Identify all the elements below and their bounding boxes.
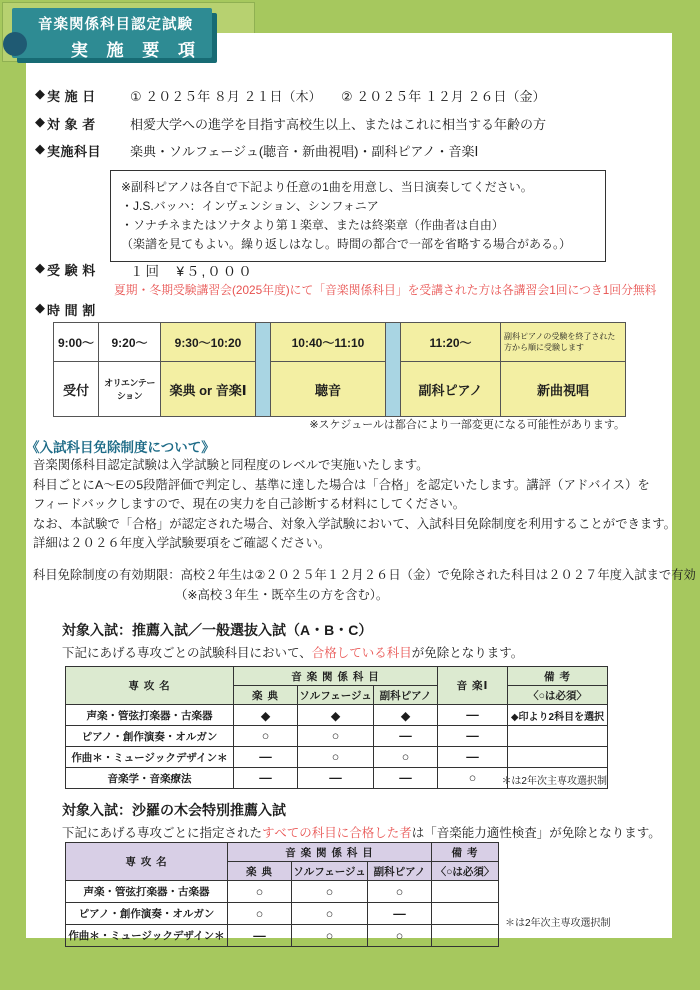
- desc-text: 下記にあげる専攻ごとの試験科目において、: [62, 646, 312, 660]
- specialty-name: ピアノ・創作演奏・オルガン: [66, 903, 228, 925]
- cell-symbol: ―: [374, 768, 438, 789]
- diamond-icon: ◆: [35, 141, 45, 156]
- schedule-note: ※スケジュールは都合により一部変更になる可能性があります。: [309, 419, 625, 431]
- note-line: （楽譜を見てもよい。繰り返しはなし。時間の都合で一部を省略する場合がある。）: [121, 237, 572, 251]
- desc-text: 下記にあげる専攻ごとに指定された: [62, 826, 263, 840]
- info-row-schedule: [35, 300, 121, 319]
- cell-symbol: ○: [368, 881, 432, 903]
- validity-line: （※高校３年生・既卒生の方を含む）。: [175, 588, 389, 602]
- specialty-name: 音楽学・音楽療法: [66, 768, 234, 789]
- info-label: 実施科目: [47, 144, 102, 159]
- diamond-icon: ◆: [35, 86, 45, 101]
- circle-decoration: [3, 32, 27, 56]
- col-header-gakuten: 楽 典: [234, 686, 298, 705]
- row-note: [508, 747, 608, 768]
- paragraph-line: 科目ごとにA～Eの5段階評価で判定し、基準に達した場合は「合格」を認定いたします。講評（アドバイス）を: [33, 477, 650, 492]
- validity-line: 科目免除制度の有効期限：高校２年生は②２０２５年１２月２６日（金）で免除された科目は２０２７年度入試まで有効: [33, 568, 696, 582]
- col-header-piano: 副科ピアノ: [368, 862, 432, 881]
- schedule-subject: オリエンテーション: [99, 362, 161, 417]
- table-row: [66, 726, 608, 747]
- piano-note-box: [110, 170, 606, 262]
- schedule-time: 9:30～10:20: [161, 323, 256, 362]
- fee-value: １回 ¥５,０００: [130, 264, 254, 279]
- cell-symbol: ◆: [234, 705, 298, 726]
- info-row-subjects: [35, 141, 478, 160]
- section2-description: [62, 823, 661, 841]
- note-line: ・J.S.バッハ：インヴェンション、シンフォニア: [121, 199, 379, 213]
- cell-symbol: ○: [298, 747, 374, 768]
- table2-footnote: ＊は2年次主専攻選択制: [505, 918, 611, 929]
- col-header-specialty: 専 攻 名: [66, 843, 228, 881]
- cell-symbol: ○: [234, 726, 298, 747]
- row-note: [432, 903, 499, 925]
- section2-heading: 対象入試：沙羅の木会特別推薦入試: [62, 802, 286, 818]
- col-header-biko-sub: 〈○は必須〉: [432, 862, 499, 881]
- note-line: ・ソナチネまたはソナタより第１楽章、または終楽章（作曲者は自由）: [121, 218, 504, 232]
- cell-symbol: ○: [438, 768, 508, 789]
- validity-block: [33, 565, 696, 605]
- col-header-solfege: ソルフェージュ: [292, 862, 368, 881]
- schedule-time: 9:00～: [54, 323, 99, 362]
- col-header-gakuten: 楽 典: [228, 862, 292, 881]
- col-header-music1: 音 楽Ⅰ: [438, 667, 508, 705]
- info-label: 時 間 割: [47, 303, 96, 318]
- desc-highlight: 合格している科目: [311, 646, 412, 660]
- schedule-table: [53, 322, 626, 417]
- col-header-biko: 備 考: [508, 667, 608, 686]
- cell-symbol: ―: [234, 747, 298, 768]
- cell-symbol: ○: [298, 726, 374, 747]
- schedule-time: 9:20～: [99, 323, 161, 362]
- schedule-time-row: [54, 323, 626, 362]
- col-header-biko-sub: 〈○は必須〉: [508, 686, 608, 705]
- col-header-specialty: 専 攻 名: [66, 667, 234, 705]
- col-header-group: 音 楽 関 係 科 目: [228, 843, 432, 862]
- schedule-subject: 受付: [54, 362, 99, 417]
- diamond-icon: ◆: [35, 300, 45, 315]
- table-row: [66, 705, 608, 726]
- paragraph-line: なお、本試験で「合格」が認定された場合、対象入学試験において、入試科目免除制度を利用することができます。: [33, 516, 677, 531]
- paragraph-line: フィードバックしますので、現在の実力を自己診断する材料にしてください。: [33, 497, 466, 511]
- schedule-time: 11:20～: [401, 323, 501, 362]
- page-title: 音楽関係科目認定試験: [38, 17, 193, 33]
- specialty-name: 作曲＊・ミュージックデザイン＊: [66, 925, 228, 947]
- col-header-solfege: ソルフェージュ: [298, 686, 374, 705]
- col-header-piano: 副科ピアノ: [374, 686, 438, 705]
- cell-symbol: ―: [438, 747, 508, 768]
- table-row: [66, 747, 608, 768]
- info-row-fee: [35, 260, 254, 280]
- schedule-subject-row: [54, 362, 626, 417]
- cell-symbol: ◆: [298, 705, 374, 726]
- schedule-time: 10:40～11:10: [271, 323, 386, 362]
- row-note: ◆印より2科目を選択: [508, 705, 608, 726]
- target-audience: 相愛大学への進学を目指す高校生以上、またはこれに相当する年齢の方: [130, 117, 547, 132]
- note-line: ※副科ピアノは各自で下記より任意の1曲を用意し、当日演奏してください。: [121, 180, 533, 194]
- row-note: [432, 925, 499, 947]
- section1-heading: 対象入試：推薦入試／一般選抜入試（A・B・C）: [62, 622, 373, 638]
- specialty-name: ピアノ・創作演奏・オルガン: [66, 726, 234, 747]
- schedule-gap: [386, 323, 401, 417]
- cell-symbol: ○: [368, 925, 432, 947]
- cell-symbol: ○: [292, 881, 368, 903]
- schedule-subject: 新曲視唱: [501, 362, 626, 417]
- desc-text: が免除となります。: [411, 646, 524, 660]
- cell-symbol: ○: [292, 925, 368, 947]
- table-header-row: [66, 843, 499, 862]
- cell-symbol: ―: [228, 925, 292, 947]
- exemption-paragraph: [33, 456, 676, 554]
- table-row: [66, 903, 499, 925]
- table1-footnote: ＊は2年次主専攻選択制: [501, 776, 607, 787]
- cell-symbol: ―: [298, 768, 374, 789]
- cell-symbol: ○: [228, 881, 292, 903]
- info-label: 受 験 料: [47, 263, 96, 278]
- info-row-date: [35, 86, 545, 105]
- row-note: [508, 726, 608, 747]
- cell-symbol: ○: [374, 747, 438, 768]
- page-subtitle: 実 施 要 項: [70, 41, 202, 60]
- schedule-gap: [256, 323, 271, 417]
- info-row-target: [35, 114, 546, 133]
- schedule-subject: 楽典 or 音楽Ⅰ: [161, 362, 256, 417]
- exemption-section-heading: 《入試科目免除制度について》: [26, 440, 215, 455]
- table2-wrap: [65, 842, 665, 947]
- info-label: 対 象 者: [47, 117, 96, 132]
- cell-symbol: ○: [228, 903, 292, 925]
- diamond-icon: ◆: [35, 114, 45, 129]
- exemption-table-sara: [65, 842, 499, 947]
- row-note: [432, 881, 499, 903]
- section1-description: [62, 643, 523, 661]
- cell-symbol: ―: [368, 903, 432, 925]
- specialty-name: 声楽・管弦打楽器・古楽器: [66, 705, 234, 726]
- info-label: 実 施 日: [47, 89, 96, 104]
- paragraph-line: 詳細は２０２６年度入学試験要項をご確認ください。: [33, 536, 331, 550]
- diamond-icon: ◆: [35, 260, 45, 275]
- col-header-biko: 備 考: [432, 843, 499, 862]
- paragraph-line: 音楽関係科目認定試験は入学試験と同程度のレベルで実施いたします。: [33, 458, 429, 472]
- schedule-subject: 副科ピアノ: [401, 362, 501, 417]
- schedule-subject: 聴音: [271, 362, 386, 417]
- exemption-table-recommendation: [65, 666, 608, 789]
- document-page: [26, 33, 696, 943]
- cell-symbol: ―: [374, 726, 438, 747]
- specialty-name: 声楽・管弦打楽器・古楽器: [66, 881, 228, 903]
- table-header-row: [66, 667, 608, 686]
- title-box: [12, 8, 212, 58]
- cell-symbol: ○: [292, 903, 368, 925]
- cell-symbol: ◆: [374, 705, 438, 726]
- cell-symbol: ―: [234, 768, 298, 789]
- table-row: [66, 881, 499, 903]
- specialty-name: 作曲＊・ミュージックデザイン＊: [66, 747, 234, 768]
- exam-subjects: 楽典・ソルフェージュ(聴音・新曲視唱)・副科ピアノ・音楽Ⅰ: [130, 144, 479, 159]
- cell-symbol: ―: [438, 726, 508, 747]
- exam-dates: ① ２０２５年 ８月 ２１日（木） ② ２０２５年 １２月 ２６日（金）: [130, 89, 546, 104]
- schedule-time-note: 副科ピアノの受験を終了された方から順に受験します: [501, 323, 626, 362]
- fee-discount-note: 夏期・冬期受験講習会(2025年度)にて「音楽関係科目」を受講された方は各講習会1回につき1回分無料: [114, 283, 657, 297]
- desc-highlight: すべての科目に合格した者: [262, 826, 412, 840]
- col-header-group: 音 楽 関 係 科 目: [234, 667, 438, 686]
- desc-text: は「音楽能力適性検査」が免除となります。: [411, 826, 661, 840]
- table-row: [66, 925, 499, 947]
- cell-symbol: ―: [438, 705, 508, 726]
